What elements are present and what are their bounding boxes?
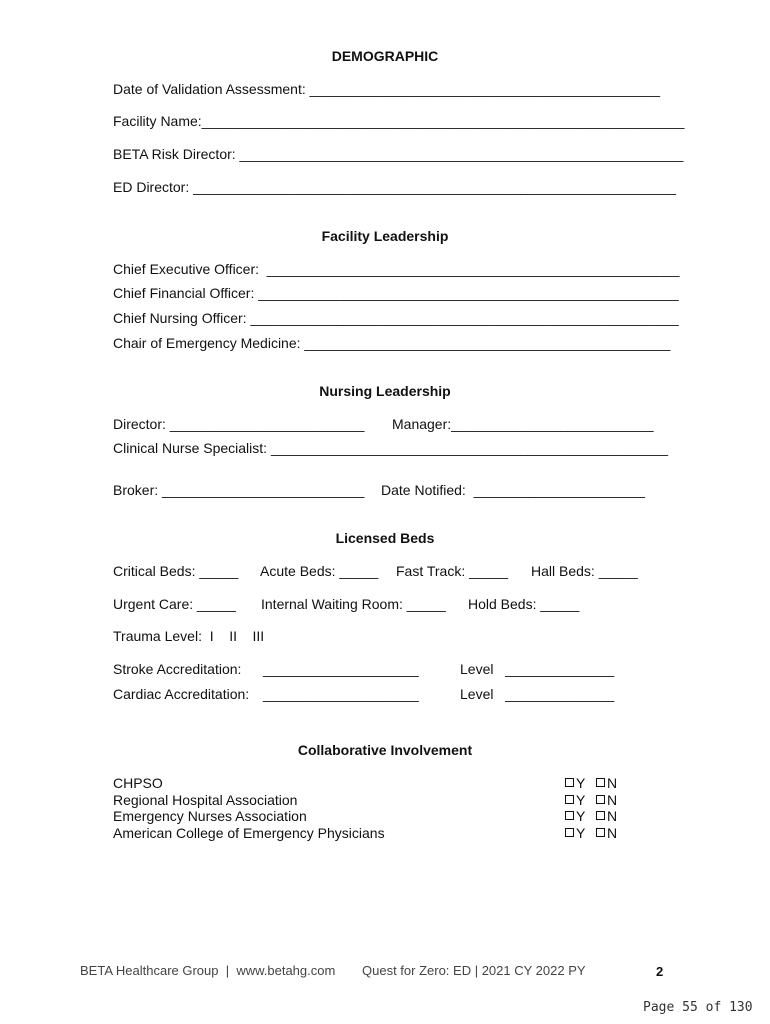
no-label: N [607, 775, 618, 791]
page-counter: Page 55 of 130 [643, 1000, 753, 1015]
cfo-field: Chief Financial Officer: ______________________________________________________ [113, 285, 679, 301]
hold-beds-field: Hold Beds: _____ [468, 596, 580, 612]
chair-em-field: Chair of Emergency Medicine: _______________________________________________ [113, 335, 671, 351]
nursing-leadership-heading: Nursing Leadership [319, 383, 451, 399]
trauma-level-field: Trauma Level: I II III [113, 628, 265, 644]
critical-beds-field: Critical Beds: _____ [113, 563, 239, 579]
no-checkbox[interactable] [596, 792, 617, 808]
checkbox-icon [596, 778, 605, 787]
no-label: N [607, 825, 618, 841]
acute-beds-field: Acute Beds: _____ [260, 563, 379, 579]
checkbox-icon [565, 828, 574, 837]
footer-page-number: 2 [656, 964, 664, 979]
fast-track-field: Fast Track: _____ [396, 563, 509, 579]
no-label: N [607, 792, 618, 808]
collab-item-label: Emergency Nurses Association [113, 808, 307, 824]
urgent-care-field: Urgent Care: _____ [113, 596, 236, 612]
collab-item-label: CHPSO [113, 775, 163, 791]
clinical-nurse-specialist-field: Clinical Nurse Specialist: ___________________________________________________ [113, 440, 669, 456]
yes-checkbox[interactable] [565, 792, 585, 808]
broker-field: Broker: __________________________ [113, 482, 365, 498]
collab-item-label: American College of Emergency Physicians [113, 825, 385, 841]
checkbox-icon [565, 811, 574, 820]
checkbox-icon [596, 828, 605, 837]
stroke-accreditation-blank: ____________________ [263, 661, 419, 677]
manager-field: Manager:__________________________ [392, 416, 654, 432]
footer-left: BETA Healthcare Group | www.betahg.com [80, 963, 336, 978]
yes-label: Y [576, 808, 586, 824]
no-checkbox[interactable] [596, 775, 617, 791]
demographic-heading: DEMOGRAPHIC [331, 48, 439, 64]
checkbox-icon [596, 795, 605, 804]
internal-waiting-room-field: Internal Waiting Room: _____ [261, 596, 446, 612]
yes-checkbox[interactable] [565, 825, 585, 841]
footer-center: Quest for Zero: ED | 2021 CY 2022 PY [362, 963, 586, 978]
cno-field: Chief Nursing Officer: _______________________________________________________ [113, 310, 679, 326]
yes-checkbox[interactable] [565, 775, 585, 791]
ceo-field: Chief Executive Officer: _____________________________________________________ [113, 261, 680, 277]
cardiac-accreditation-blank: ____________________ [263, 686, 419, 702]
yes-label: Y [576, 825, 586, 841]
cardiac-accreditation-label: Cardiac Accreditation: [113, 686, 250, 702]
facility-name-field: Facility Name:______________________________________________________________ [113, 113, 685, 129]
beta-risk-director-field: BETA Risk Director: _________________________________________________________ [113, 146, 684, 162]
collaborative-involvement-heading: Collaborative Involvement [297, 742, 473, 758]
checkbox-icon [565, 795, 574, 804]
yes-label: Y [576, 792, 586, 808]
no-checkbox[interactable] [596, 808, 617, 824]
date-notified-field: Date Notified: ______________________ [381, 482, 645, 498]
stroke-accreditation-label: Stroke Accreditation: [113, 661, 242, 677]
checkbox-icon [565, 778, 574, 787]
no-checkbox[interactable] [596, 825, 617, 841]
licensed-beds-heading: Licensed Beds [335, 530, 435, 546]
facility-leadership-heading: Facility Leadership [321, 228, 449, 244]
no-label: N [607, 808, 618, 824]
stroke-level-field: Level ______________ [460, 661, 615, 677]
cardiac-level-field: Level ______________ [460, 686, 615, 702]
hall-beds-field: Hall Beds: _____ [531, 563, 638, 579]
checkbox-icon [596, 811, 605, 820]
collab-item-label: Regional Hospital Association [113, 792, 298, 808]
yes-checkbox[interactable] [565, 808, 585, 824]
director-field: Director: _________________________ [113, 416, 365, 432]
date-of-validation-field: Date of Validation Assessment: _____________________________________________ [113, 81, 660, 97]
yes-label: Y [576, 775, 586, 791]
ed-director-field: ED Director: ______________________________________________________________ [113, 179, 676, 195]
